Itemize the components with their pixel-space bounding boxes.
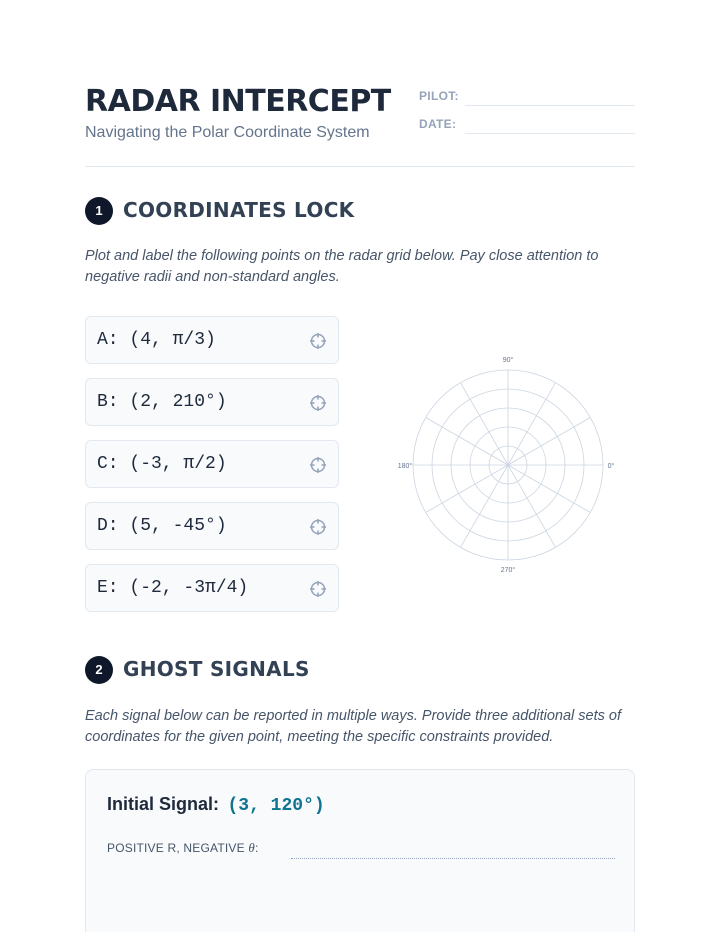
crosshair-icon[interactable] <box>309 394 327 412</box>
polar-grid-lines <box>413 370 603 560</box>
angle-label-180: 180° <box>397 463 413 470</box>
section-1-instructions: Plot and label the following points on the radar grid below. Pay close attention to negative radii and non-standard angles. <box>85 248 599 285</box>
section-number-badge: 1 <box>85 197 113 225</box>
pilot-field[interactable] <box>419 88 635 110</box>
point-card-e[interactable] <box>85 564 339 612</box>
angle-label-90: 90° <box>502 357 514 364</box>
crosshair-icon[interactable] <box>309 456 327 474</box>
point-card-c[interactable] <box>85 440 339 488</box>
page-subtitle: Navigating the Polar Coordinate System <box>85 124 370 141</box>
constraint-label <box>107 840 258 856</box>
point-card-a[interactable] <box>85 316 339 364</box>
point-label: D: (5, -45°) <box>97 516 227 536</box>
pilot-input-line[interactable] <box>465 105 635 106</box>
section-title: COORDINATES LOCK <box>123 198 355 222</box>
point-label: C: (-3, π/2) <box>97 454 227 474</box>
point-label: B: (2, 210°) <box>97 392 227 412</box>
signal-card <box>85 769 635 932</box>
radar-spoke <box>508 418 590 466</box>
answer-line[interactable] <box>291 858 615 859</box>
section-title: GHOST SIGNALS <box>123 657 310 681</box>
pilot-label: PILOT: <box>419 89 459 103</box>
point-label: A: (4, π/3) <box>97 330 216 350</box>
crosshair-icon[interactable] <box>309 332 327 350</box>
signal-value: (3, 120°) <box>227 796 325 816</box>
angle-label-270: 270° <box>500 567 516 574</box>
crosshair-icon[interactable] <box>309 518 327 536</box>
crosshair-icon[interactable] <box>309 580 327 598</box>
section-2-instructions: Each signal below can be reported in multiple ways. Provide three additional sets of coordinates for the given point, meeting the specific constraints provided. <box>85 708 621 745</box>
section-1-heading <box>85 197 635 225</box>
date-label: DATE: <box>419 117 457 131</box>
point-card-d[interactable] <box>85 502 339 550</box>
point-card-b[interactable] <box>85 378 339 426</box>
worksheet-header <box>85 84 635 168</box>
section-2-heading <box>85 656 635 684</box>
polar-grid[interactable] <box>395 352 625 578</box>
header-divider <box>85 166 635 167</box>
constraint-suffix: : <box>254 841 259 855</box>
date-field[interactable] <box>419 116 635 138</box>
point-label: E: (-2, -3π/4) <box>97 578 249 598</box>
radar-spoke <box>508 383 556 465</box>
radar-spoke <box>508 465 590 513</box>
theta-symbol: θ <box>248 840 255 855</box>
radar-spoke <box>461 465 509 547</box>
section-number-badge: 2 <box>85 656 113 684</box>
radar-spoke <box>426 465 508 513</box>
radar-spoke <box>508 465 556 547</box>
radar-spoke <box>461 383 509 465</box>
signal-label: Initial Signal: <box>107 794 220 814</box>
page-title: RADAR INTERCEPT <box>85 84 391 119</box>
signal-header <box>107 794 325 816</box>
radar-spoke <box>426 418 508 466</box>
angle-label-0: 0° <box>607 463 615 470</box>
date-input-line[interactable] <box>465 133 635 134</box>
constraint-text: POSITIVE R, NEGATIVE <box>107 841 249 855</box>
